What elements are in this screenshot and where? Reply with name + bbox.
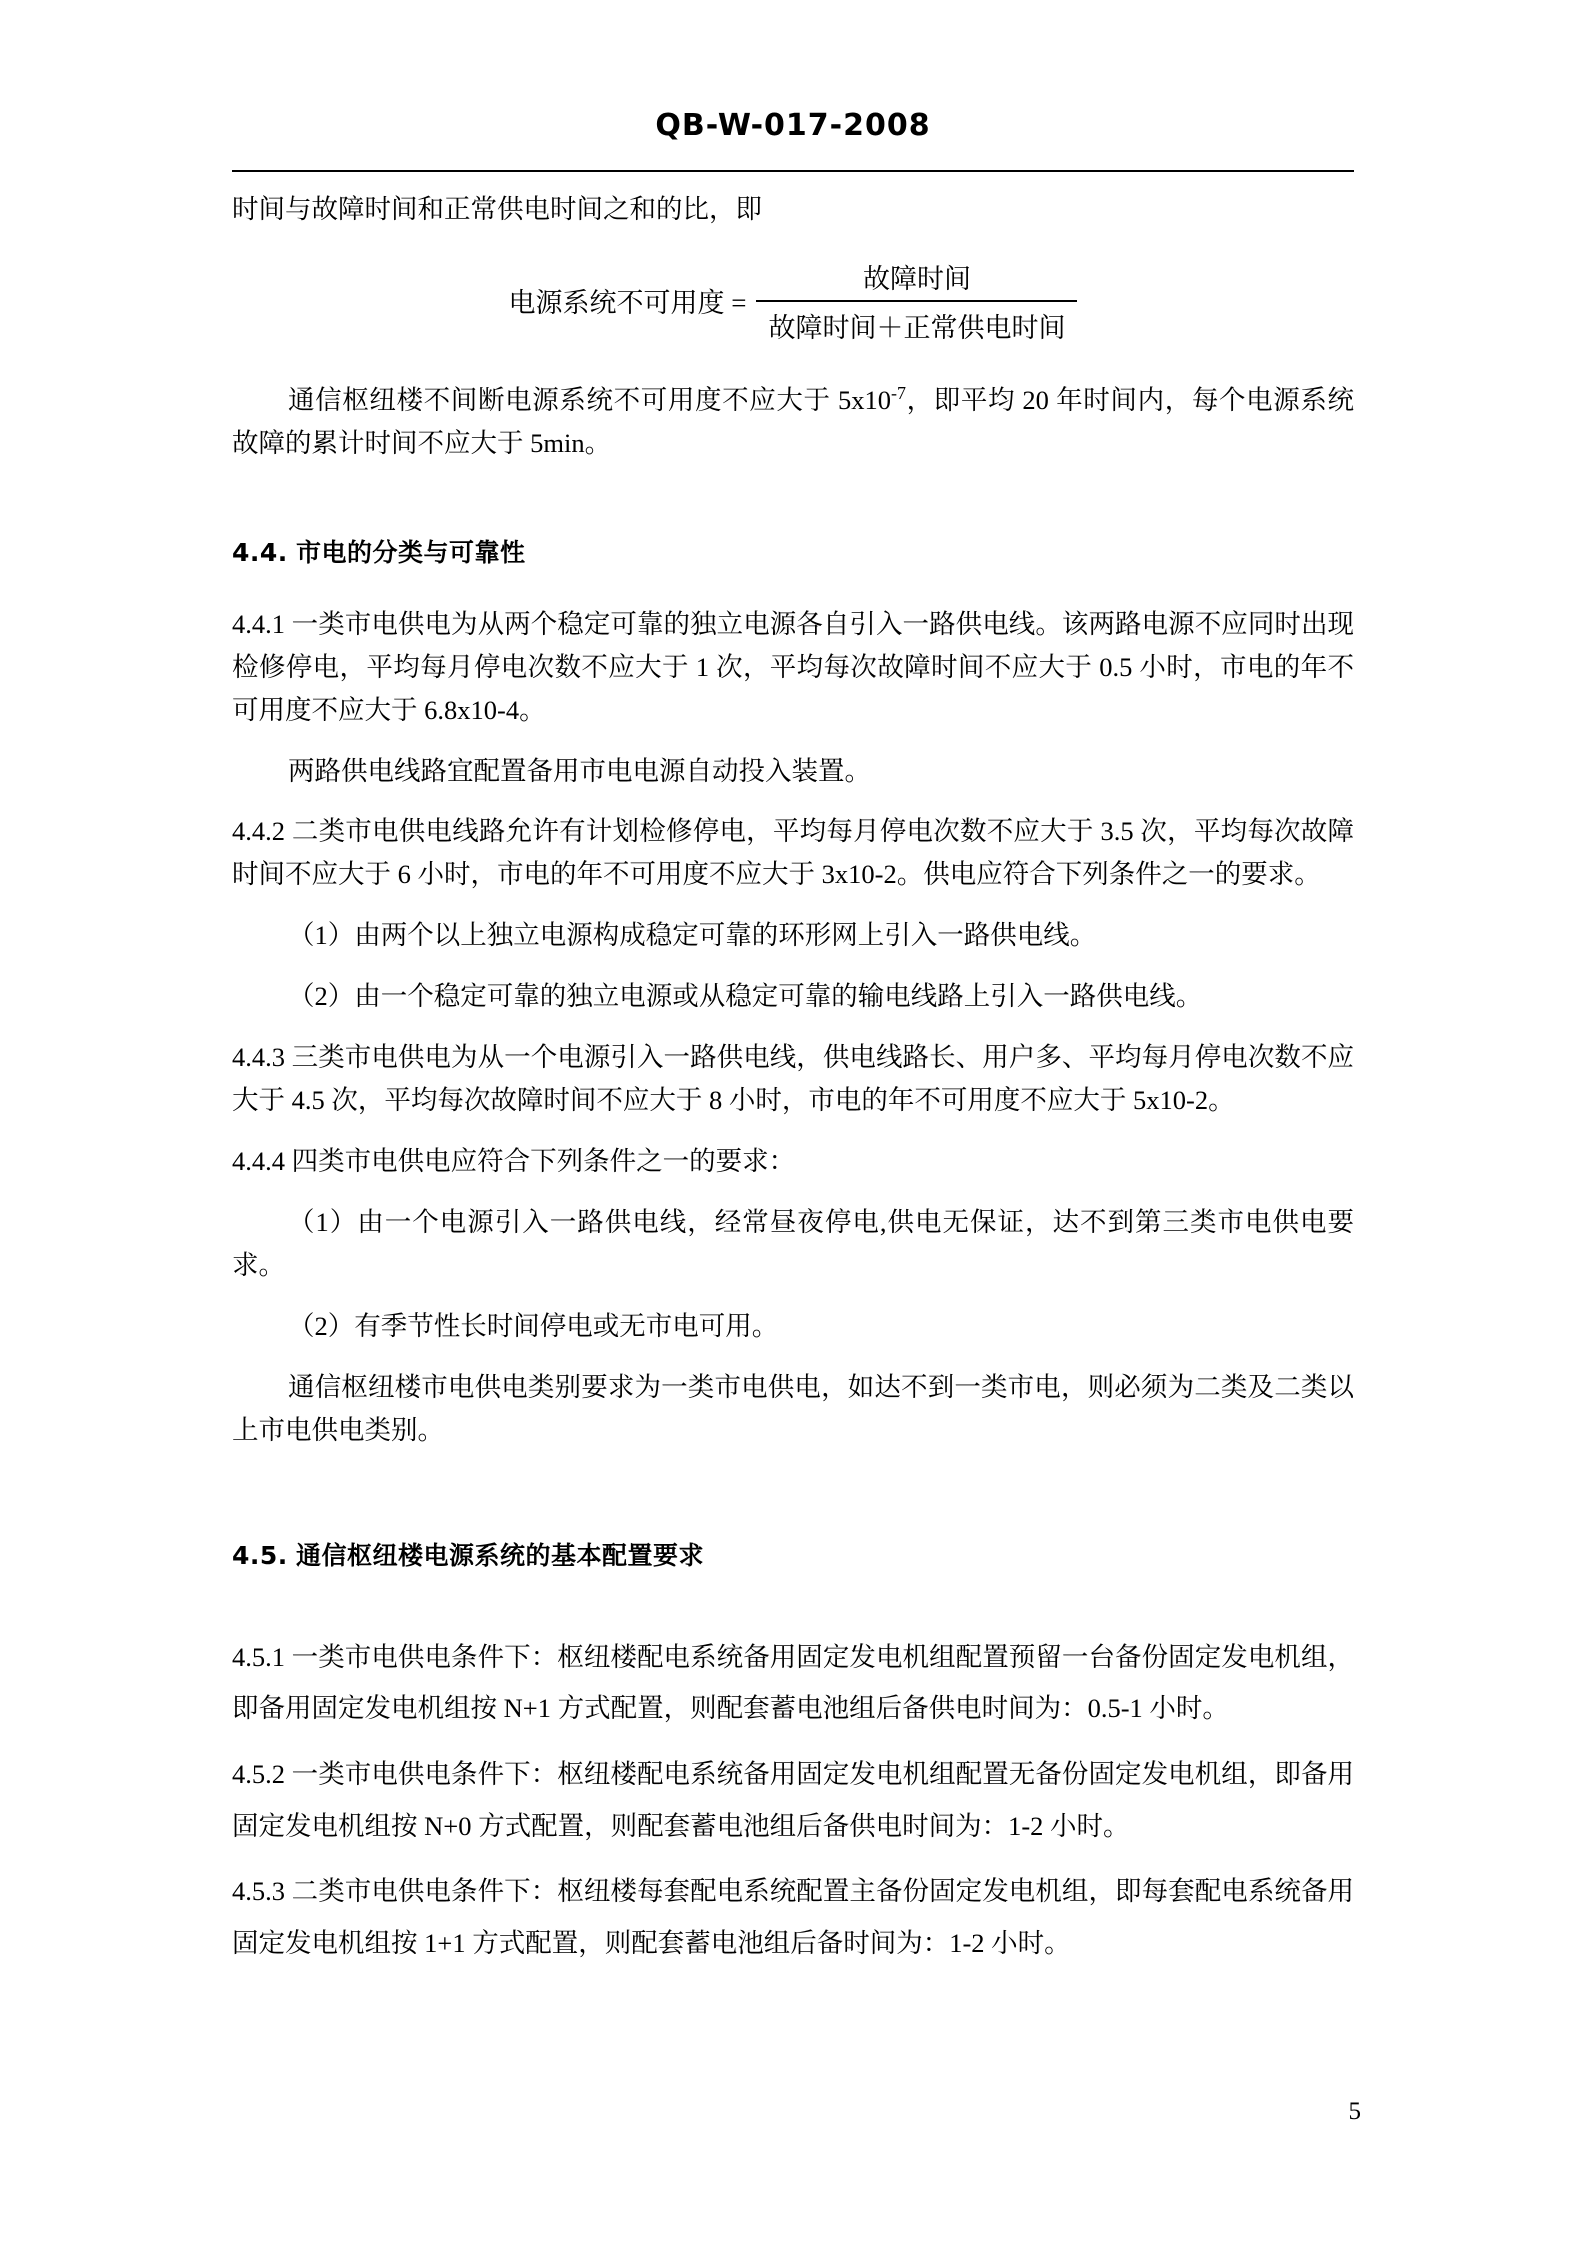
formula-fraction (756, 257, 1077, 345)
header-divider (232, 170, 1354, 172)
paragraph-4-4-4-item-1: （1）由一个电源引入一路供电线，经常昼夜停电,供电无保证，达不到第三类市电供电要求。 (232, 1206, 1354, 1280)
document-standard-number: QB-W-017-2008 (655, 108, 931, 143)
paragraph-4-4-4-item-2: （2）有季节性长时间停电或无市电可用。 (288, 1310, 779, 1341)
paragraph-4-5-1: 4.5.1 一类市电供电条件下：枢纽楼配电系统备用固定发电机组配置预留一台备份固定发电机组，即备用固定发电机组按 N+1 方式配置，则配套蓄电池组后备供电时间为：0.5-1 小时。 (232, 1641, 1354, 1724)
paragraph-after-formula (232, 379, 1354, 465)
heading-section-4-5-title: 通信枢纽楼电源系统的基本配置要求 (296, 1540, 705, 1570)
paragraph-4-4-2-item-1: （1）由两个以上独立电源构成稳定可靠的环形网上引入一路供电线。 (288, 920, 1097, 951)
paragraph-intro: 时间与故障时间和正常供电时间之和的比，即 (232, 194, 762, 224)
formula-numerator: 故障时间 (862, 263, 971, 294)
heading-section-4-4 (232, 533, 1354, 569)
paragraph-4-5-2: 4.5.2 一类市电供电条件下：枢纽楼配电系统备用固定发电机组配置无备份固定发电机组，即备用固定发电机组按 N+0 方式配置，则配套蓄电池组后备供电时间为：1-2 小时。 (232, 1758, 1354, 1841)
document-content (232, 188, 1354, 1984)
paragraph-4-4-3: 4.4.3 三类市电供电为从一个电源引入一路供电线，供电线路长、用户多、平均每月停电次数不应大于 4.5 次，平均每次故障时间不应大于 8 小时，市电的年不可用度不应大于 5x10-2。 (232, 1042, 1354, 1116)
formula-denominator: 故障时间＋正常供电时间 (768, 312, 1066, 343)
paragraph-4-4-2-item-2: （2）由一个稳定可靠的独立电源或从稳定可靠的输电线路上引入一路供电线。 (288, 981, 1203, 1012)
page-number: 5 (1348, 2098, 1361, 2125)
paragraph-after-formula-part2: ，即平均 20 年时间内，每个电源系统故障的累计时间不应大于 5min。 (232, 384, 1355, 458)
paragraph-4-4-2: 4.4.2 二类市电供电线路允许有计划检修停电，平均每月停电次数不应大于 3.5 次，平均每次故障时间不应大于 6 小时，市电的年不可用度不应大于 3x10-2。供电应符合下列条件之一的要求。 (232, 816, 1354, 890)
paragraph-4-4-1: 4.4.1 一类市电供电为从两个稳定可靠的独立电源各自引入一路供电线。该两路电源不应同时出现检修停电，平均每月停电次数不应大于 1 次，平均每次故障时间不应大于 0.5 小时，市电的年不可用度不应大于 6.8x10-4。 (232, 608, 1354, 725)
paragraph-4-5-3: 4.5.3 二类市电供电条件下：枢纽楼每套配电系统配置主备份固定发电机组，即每套配电系统备用固定发电机组按 1+1 方式配置，则配套蓄电池组后备时间为：1-2 小时。 (232, 1876, 1354, 1958)
paragraph-4-4-summary: 通信枢纽楼市电供电类别要求为一类市电供电，如达不到一类市电，则必须为二类及二类以上市电供电类别。 (232, 1371, 1354, 1445)
heading-section-4-4-title: 市电的分类与可靠性 (296, 537, 526, 567)
paragraph-after-formula-superscript: -7 (890, 383, 906, 404)
paragraph-4-4-4: 4.4.4 四类市电供电应符合下列条件之一的要求： (232, 1145, 796, 1176)
heading-section-4-5-number: 4.5. (232, 1540, 288, 1570)
page-header (0, 108, 1586, 143)
paragraph-after-formula-part1: 通信枢纽楼不间断电源系统不可用度不应大于 5x10 (288, 384, 891, 415)
paragraph-4-4-1-note: 两路供电线路宜配置备用市电电源自动投入装置。 (288, 755, 871, 786)
heading-section-4-4-number: 4.4. (232, 537, 288, 567)
formula-left-side: 电源系统不可用度 = (508, 288, 747, 319)
formula-power-system-unavailability (232, 257, 1354, 345)
heading-section-4-5 (232, 1536, 1354, 1572)
